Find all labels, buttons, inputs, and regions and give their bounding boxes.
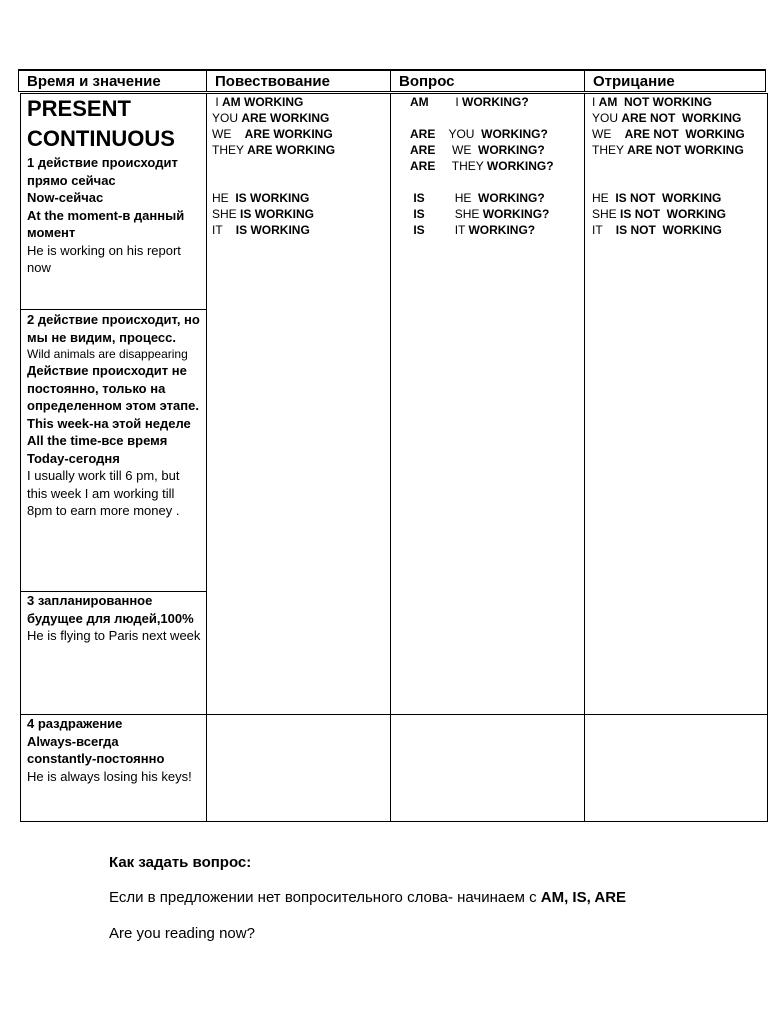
usage-4-title: 4 раздражение — [27, 716, 123, 731]
usage-1-example: He is working on his report now — [27, 242, 181, 275]
negative-line: THEY ARE NOT WORKING — [592, 143, 744, 157]
usage-2-keyword: All the time-все время — [27, 433, 168, 448]
question-line: IS SHE WORKING? — [413, 207, 550, 221]
usage-2-cell — [27, 311, 203, 520]
usage-2-example-2: I usually work till 6 pm, but this week I am working till 8pm to earn more money . — [27, 468, 180, 518]
usage-1-title: 1 действие происходит прямо сейчас — [27, 155, 178, 188]
usage-4-cell — [27, 715, 203, 785]
question-line: IS HE WORKING? — [413, 191, 545, 205]
negative-line: I AM NOT WORKING — [592, 95, 712, 109]
question-line: ARE THEY WORKING? — [410, 159, 554, 173]
header-divider — [584, 69, 585, 92]
usage-1-keyword: At the moment-в данный момент — [27, 207, 185, 240]
affirmative-line: WE ARE WORKING — [212, 127, 333, 141]
affirmative-line: SHE IS WORKING — [212, 207, 315, 221]
usage-1-cell — [27, 94, 203, 277]
tense-title: PRESENT CONTINUOUS — [27, 96, 175, 151]
usage-4-keyword: constantly-постоянно — [27, 751, 165, 766]
row-divider — [20, 309, 206, 310]
notes-rule: Если в предложении нет вопросительного слова- начинаем с AM, IS, ARE — [109, 889, 627, 906]
negative-line: YOU ARE NOT WORKING — [592, 111, 742, 125]
header-divider — [206, 69, 207, 92]
usage-2-title: 2 действие происходит, но мы не видим, процесс. — [27, 312, 200, 345]
header-negative: Отрицание — [593, 73, 675, 90]
usage-4-example: He is always losing his keys! — [27, 768, 192, 784]
question-line: IS IT WORKING? — [413, 223, 536, 237]
usage-1-keyword: Now-сейчас — [27, 190, 104, 205]
affirmative-line: IT IS WORKING — [212, 223, 310, 237]
negative-line: HE IS NOT WORKING — [592, 191, 722, 205]
negative-line: SHE IS NOT WORKING — [592, 207, 727, 221]
usage-3-title: 3 запланированное будущее для людей,100% — [27, 593, 194, 626]
column-divider — [390, 93, 391, 822]
affirmative-line: YOU ARE WORKING — [212, 111, 330, 125]
question-forms — [410, 94, 582, 238]
usage-3-cell — [27, 592, 203, 645]
usage-2-example: Wild animals are disappearing — [27, 347, 188, 361]
question-line: ARE YOU WORKING? — [410, 127, 548, 141]
header-affirmative: Повествование — [215, 73, 330, 90]
affirmative-line: I AM WORKING — [212, 95, 304, 109]
question-line: ARE WE WORKING? — [410, 143, 545, 157]
header-divider — [390, 69, 391, 92]
usage-2-keyword: Today-сегодня — [27, 450, 120, 466]
header-question: Вопрос — [399, 73, 455, 90]
affirmative-line: THEY ARE WORKING — [212, 143, 336, 157]
table-header-row — [18, 69, 766, 92]
usage-2-keyword: This week-на этой неделе — [27, 415, 191, 431]
usage-2-title-2: Действие происходит не постоянно, только на определенном этом этапе. — [27, 363, 199, 413]
usage-4-keyword: Always-всегда — [27, 733, 119, 749]
affirmative-forms — [212, 94, 388, 238]
header-time-meaning: Время и значение — [27, 73, 161, 90]
affirmative-line: HE IS WORKING — [212, 191, 310, 205]
table-border-left — [20, 93, 21, 822]
negative-line: IT IS NOT WORKING — [592, 223, 722, 237]
negative-forms — [592, 94, 764, 238]
negative-line: WE ARE NOT WORKING — [592, 127, 745, 141]
table-border-bottom — [20, 821, 768, 822]
usage-3-example: He is flying to Paris next week — [27, 628, 201, 643]
question-line: AM I WORKING? — [410, 95, 529, 109]
notes-heading: Как задать вопрос: — [109, 854, 252, 871]
column-divider — [206, 93, 207, 822]
notes-example: Are you reading now? — [109, 925, 255, 942]
column-divider — [584, 93, 585, 822]
